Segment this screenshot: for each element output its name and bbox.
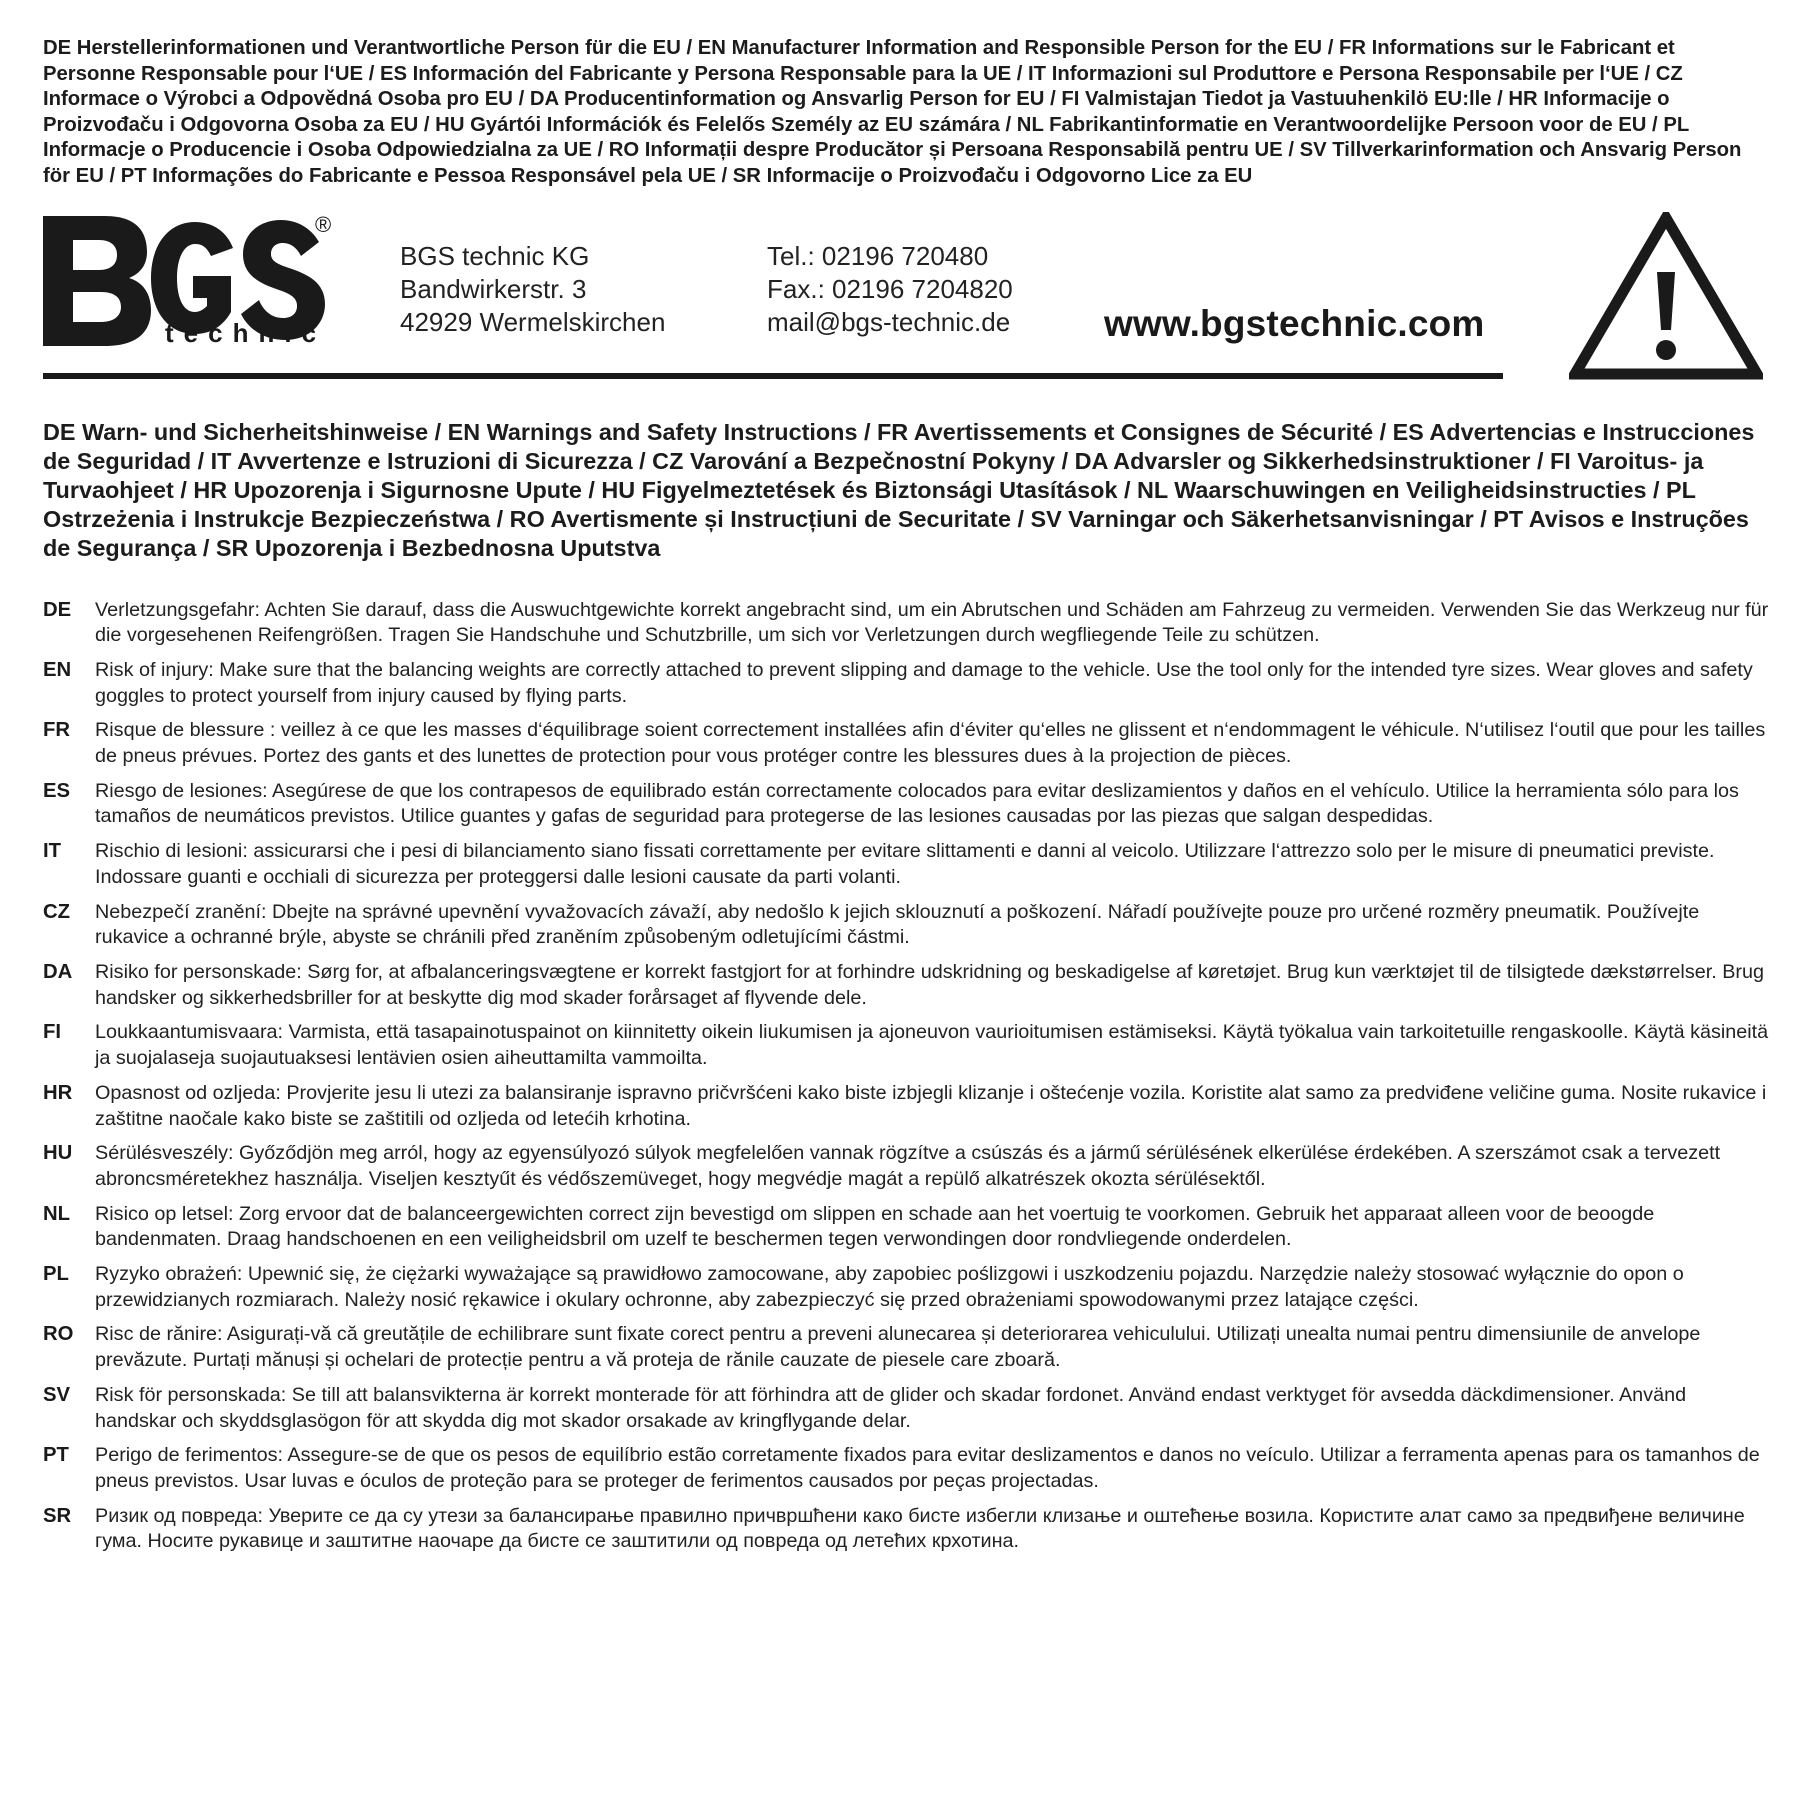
- safety-text: Riesgo de lesiones: Asegúrese de que los contrapesos de equilibrado están correctamente colocados para evitar deslizamientos y daños en el vehículo. Utilice la herramienta sólo para los tamaños de neumáticos previstos. Utilice guantes y gafas de seguridad para protegerse de las lesiones causadas por las piezas que salgan despedidas.: [95, 779, 1739, 828]
- language-code: EN: [43, 658, 72, 681]
- language-code: CZ: [43, 900, 71, 923]
- safety-text: Risico op letsel: Zorg ervoor dat de balanceergewichten correct zijn bevestigd om slippen en schade aan het voertuig te voorkomen. Gebruik het apparaat alleen voor de beoogde bandenmaten. Draag handschoenen en een veiligheidsbril om uzelf te beschermen tegen verwondingen door rondvliegende onderdelen.: [95, 1202, 1655, 1251]
- safety-text: Nebezpečí zranění: Dbejte na správné upevnění vyvažovacích závaží, aby nedošlo k jejich sklouznutí a poškození. Nářadí používejte pouze pro určené rozměry pneumatik. Používejte rukavice a ochranné brýle, abyste se chránili před zraněním způsobeným odletujícími částmi.: [95, 900, 1700, 949]
- logo-subtitle: technic: [165, 317, 327, 346]
- safety-text: Perigo de ferimentos: Assegure-se de que os pesos de equilíbrio estão corretamente fixados para evitar deslizamentos e danos no veículo. Utilizar a ferramenta apenas para os tamanhos de pneus previstos. Usar luvas e óculos de proteção para se proteger de ferimentos causados por peças projectadas.: [95, 1444, 1760, 1492]
- website-url: www.bgstechnic.com: [1104, 302, 1485, 344]
- list-item-nl: [43, 1202, 1770, 1253]
- language-code: HU: [43, 1142, 73, 1165]
- list-item-en: [43, 658, 1770, 709]
- street-address: Bandwirkerstr. 3: [400, 273, 587, 304]
- list-item-hr: [43, 1081, 1770, 1132]
- warning-triangle-icon: [1569, 212, 1763, 380]
- list-item-pt: [43, 1443, 1770, 1494]
- safety-entries-list: [43, 598, 1770, 1556]
- list-item-pl: [43, 1262, 1770, 1313]
- list-item-fi: [43, 1020, 1770, 1071]
- list-item-it: [43, 839, 1770, 890]
- language-code: DA: [43, 961, 73, 983]
- safety-text: Verletzungsgefahr: Achten Sie darauf, dass die Auswuchtgewichte korrekt angebracht sind, um ein Abrutschen und Schäden am Fahrzeug zu vermeiden. Verwenden Sie das Werkzeug nur für die vorgesehenen Reifengrößen. Tragen Sie Handschuhe und Schutzbrille, um sich vor Verletzungen durch wegfliegende Teile zu schützen.: [95, 598, 1769, 647]
- list-item-de: [43, 598, 1770, 649]
- safety-text: Sérülésveszély: Győződjön meg arról, hogy az egyensúlyozó súlyok megfelelően vannak rögzítve a csúszás és a jármű sérülésének elkerülése érdekében. A szerszámot csak a tervezett abroncsméretekhez használja. Viseljen kesztyűt és védőszemüveget, hogy megvédje magát a repülő alkatrészek okozta sérülésektől.: [95, 1142, 1721, 1190]
- bgs-logo: [43, 214, 333, 346]
- language-code: SR: [43, 1504, 72, 1527]
- language-code: FI: [43, 1021, 62, 1044]
- list-item-fr: [43, 718, 1770, 769]
- safety-text: Loukkaantumisvaara: Varmista, että tasapainotuspainot on kiinnitetty oikein liukumisen ja ajoneuvon vaurioitumisen estämiseksi. Käytä työkalua vain tarkoitetuille rengaskoolle. Käytä käsineitä ja suojalaseja suojautuaksesi lentävien osien aiheuttamilta vammoilta.: [95, 1021, 1769, 1070]
- list-item-es: [43, 779, 1770, 830]
- language-code: PL: [43, 1263, 69, 1286]
- safety-text: Risiko for personskade: Sørg for, at afbalanceringsvægtene er korrekt fastgjort for at forhindre udskridning og beskadigelse af køretøjet. Brug kun værktøjet til de tilsigtede dækstørrelser. Brug handsker og sikkerhedsbriller for at beskytte dig mod skader forårsaget af flyvende dele.: [95, 961, 1764, 1009]
- list-item-sv: [43, 1383, 1770, 1434]
- list-item-cz: [43, 900, 1770, 951]
- phone-number: Tel.: 02196 720480: [767, 240, 989, 271]
- safety-text: Ризик од повреда: Уверите се да су утези за балансирање правилно причвршћени како бисте избегли клизање и оштећење возила. Користите алат само за предвиђене величине гума. Носите рукавице и заштитне наочаре да бисте се заштитили од повреда од летећих крхотина.: [95, 1504, 1745, 1553]
- safety-text: Ryzyko obrażeń: Upewnić się, że ciężarki wyważające są prawidłowo zamocowane, aby zapobiec poślizgowi i uszkodzeniu pojazdu. Narzędzie należy stosować wyłącznie do opon o przewidzianych rozmiarach. Należy nosić rękawice i okulary ochronne, aby zabezpieczyć się przed obrażeniami spowodowanymi przez latające części.: [95, 1263, 1684, 1311]
- language-code: RO: [43, 1323, 74, 1346]
- language-code: IT: [43, 840, 62, 863]
- city-address: 42929 Wermelskirchen: [400, 306, 666, 337]
- email-address: mail@bgs-technic.de: [767, 306, 1011, 337]
- document-page: [43, 36, 1770, 1564]
- language-code: DE: [43, 598, 72, 621]
- list-item-hu: [43, 1141, 1770, 1192]
- language-code: PT: [43, 1444, 69, 1467]
- fax-number: Fax.: 02196 7204820: [767, 273, 1013, 304]
- language-code: SV: [43, 1383, 71, 1406]
- safety-text: Opasnost od ozljeda: Provjerite jesu li utezi za balansiranje ispravno pričvršćeni kako biste izbjegli klizanje i oštećenje vozila. Koristite alat samo za predviđene veličine guma. Nosite rukavice i zaštitne naočale kako biste se zaštitili od ozljeda od letećih krhotina.: [95, 1081, 1767, 1130]
- safety-text: Risc de rănire: Asigurați-vă că greutățile de echilibrare sunt fixate corect pentru a preveni alunecarea și deteriorarea vehiculului. Utilizați unealta numai pentru dimensiunile de anvelope prevăzute. Purtați mănuși și ochelari de protecție pentru a vă proteja de rănile cauzate de piesele care zboară.: [95, 1323, 1701, 1372]
- list-item-sr: [43, 1504, 1770, 1555]
- language-code: ES: [43, 779, 71, 802]
- language-code: NL: [43, 1202, 71, 1225]
- manufacturer-header: [43, 212, 1770, 394]
- safety-instructions-heading: DE Warn- und Sicherheitshinweise / EN Warnings and Safety Instructions / FR Avertissements et Consignes de Sécurité / ES Advertencias e Instrucciones de Seguridad / IT Avvertenze e Istruzioni di Sicurezza / CZ Varování a Bezpečnostní Pokyny / DA Advarsler og Sikkerhedsinstruktioner / FI Varoitus- ja Turvaohjeet / HR Upozorenja i Sigurnosne Upute / HU Figyelmeztetések és Biztonsági Utasítások / NL Waarschuwingen en Veiligheidsinstructies / PL Ostrzeżenia i Instrukcje Bezpieczeństwa / RO Avertismente și Instrucțiuni de Securitate / SV Varningar och Säkerhetsanvisningar / PT Avisos e Instruções de Segurança / SR Upozorenja i Bezbednosna Uputstva: [43, 418, 1755, 561]
- manufacturer-info-heading: DE Herstellerinformationen und Verantwortliche Person für die EU / EN Manufacturer Information and Responsible Person for the EU / FR Informations sur le Fabricant et Personne Responsable pour l‘UE / ES Información del Fabricante y Persona Responsable para la UE / IT Informazioni sul Produttore e Persona Responsabile per l‘UE / CZ Informace o Výrobci a Odpovědná Osoba pro EU / DA Producentinformation og Ansvarlig Person for EU / FI Valmistajan Tiedot ja Vastuuhenkilö EU:lle / HR Informacije o Proizvođaču i Odgovorna Osoba za EU / HU Gyártói Információk és Felelős Személy az EU számára / NL Fabrikantinformatie en Verantwoordelijke Persoon voor de EU / PL Informacje o Producencie i Osoba Odpowiedzialna za UE / RO Informații despre Producător și Persoana Responsabilă pentru UE / SV Tillverkarinformation och Ansvarig Person för EU / PT Informações do Fabricante e Pessoa Responsável pela UE / SR Informacije o Proizvođaču i Odgovorno Lice za EU: [43, 37, 1742, 187]
- logo-registered-mark: ®: [315, 213, 332, 237]
- address-block: [400, 240, 665, 339]
- list-item-ro: [43, 1322, 1770, 1373]
- contact-block: [767, 240, 1013, 339]
- language-code: HR: [43, 1081, 73, 1104]
- safety-text: Risk för personskada: Se till att balansvikterna är korrekt monterade för att förhindra att de glider och skadar fordonet. Använd endast verktyget för avsedda däckdimensioner. Använd handskar och skyddsglasögon för att skydda dig mot skador orsakade av kringflygande delar.: [95, 1383, 1687, 1432]
- language-code: FR: [43, 719, 71, 742]
- safety-text: Risque de blessure : veillez à ce que les masses d‘équilibrage soient correctement installées afin d‘éviter qu‘elles ne glissent et n‘endommagent le véhicule. N‘utilisez l‘outil que pour les tailles de pneus prévues. Portez des gants et des lunettes de protection pour vous protéger contre les blessures dues à la projection de pièces.: [95, 719, 1766, 768]
- safety-text: Risk of injury: Make sure that the balancing weights are correctly attached to prevent slipping and damage to the vehicle. Use the tool only for the intended tyre sizes. Wear gloves and safety goggles to protect yourself from injury caused by flying parts.: [95, 658, 1753, 707]
- company-name: BGS technic KG: [400, 240, 590, 271]
- list-item-da: [43, 960, 1770, 1011]
- header-divider: [43, 373, 1503, 379]
- safety-text: Rischio di lesioni: assicurarsi che i pesi di bilanciamento siano fissati correttamente per evitare slittamenti e danni al veicolo. Utilizzare l‘attrezzo solo per le misure di pneumatici previste. Indossare guanti e occhiali di sicurezza per proteggersi dalle lesioni causate da parti volanti.: [95, 840, 1715, 888]
